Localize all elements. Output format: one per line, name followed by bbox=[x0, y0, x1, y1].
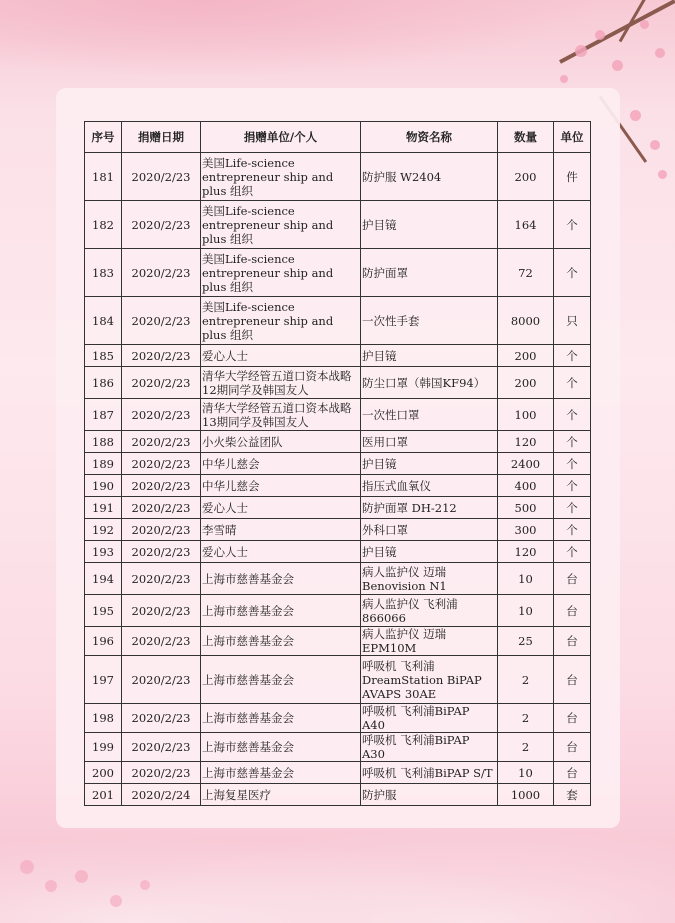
cell-unit: 件 bbox=[554, 153, 591, 201]
cell-date: 2020/2/23 bbox=[122, 656, 201, 704]
cell-item: 防尘口罩（韩国KF94） bbox=[361, 367, 498, 399]
cell-date: 2020/2/23 bbox=[122, 249, 201, 297]
table-header-row bbox=[85, 122, 591, 153]
cell-qty: 2400 bbox=[498, 453, 554, 475]
cell-date: 2020/2/23 bbox=[122, 519, 201, 541]
cell-date: 2020/2/23 bbox=[122, 595, 201, 627]
cell-donor: 美国Life-science entrepreneur ship and plus 组织 bbox=[201, 201, 361, 249]
cell-unit: 台 bbox=[554, 656, 591, 704]
cell-donor: 美国Life-science entrepreneur ship and plus 组织 bbox=[201, 153, 361, 201]
cell-qty: 72 bbox=[498, 249, 554, 297]
table-row bbox=[85, 431, 591, 453]
cell-item: 护目镜 bbox=[361, 345, 498, 367]
cell-qty: 300 bbox=[498, 519, 554, 541]
cell-donor: 爱心人士 bbox=[201, 345, 361, 367]
cell-donor: 上海市慈善基金会 bbox=[201, 595, 361, 627]
cell-qty: 10 bbox=[498, 563, 554, 595]
cell-donor: 上海市慈善基金会 bbox=[201, 563, 361, 595]
table-row bbox=[85, 541, 591, 563]
cell-item: 护目镜 bbox=[361, 453, 498, 475]
cell-item: 呼吸机 飞利浦 DreamStation BiPAP AVAPS 30AE bbox=[361, 656, 498, 704]
table-row bbox=[85, 453, 591, 475]
cell-no: 201 bbox=[85, 784, 122, 806]
cell-unit: 个 bbox=[554, 519, 591, 541]
cell-no: 182 bbox=[85, 201, 122, 249]
cell-item: 呼吸机 飞利浦BiPAP A30 bbox=[361, 733, 498, 762]
cell-donor: 上海市慈善基金会 bbox=[201, 704, 361, 733]
cell-no: 181 bbox=[85, 153, 122, 201]
cell-qty: 400 bbox=[498, 475, 554, 497]
cell-qty: 2 bbox=[498, 656, 554, 704]
table-row bbox=[85, 519, 591, 541]
cell-donor: 清华大学经管五道口资本战略13期同学及韩国友人 bbox=[201, 399, 361, 431]
header-unit: 单位 bbox=[554, 122, 591, 153]
cell-date: 2020/2/23 bbox=[122, 563, 201, 595]
cell-unit: 套 bbox=[554, 784, 591, 806]
cell-donor: 上海市慈善基金会 bbox=[201, 627, 361, 656]
table-row bbox=[85, 153, 591, 201]
table-row bbox=[85, 784, 591, 806]
cell-item: 呼吸机 飞利浦BiPAP S/T bbox=[361, 762, 498, 784]
cell-unit: 台 bbox=[554, 762, 591, 784]
cell-item: 护目镜 bbox=[361, 201, 498, 249]
cell-unit: 个 bbox=[554, 431, 591, 453]
cell-donor: 中华儿慈会 bbox=[201, 475, 361, 497]
donation-table bbox=[84, 121, 591, 806]
cell-qty: 200 bbox=[498, 153, 554, 201]
cell-unit: 台 bbox=[554, 704, 591, 733]
cell-qty: 25 bbox=[498, 627, 554, 656]
cell-no: 192 bbox=[85, 519, 122, 541]
cell-no: 191 bbox=[85, 497, 122, 519]
cell-donor: 上海市慈善基金会 bbox=[201, 656, 361, 704]
header-qty: 数量 bbox=[498, 122, 554, 153]
cell-date: 2020/2/23 bbox=[122, 453, 201, 475]
cell-date: 2020/2/23 bbox=[122, 399, 201, 431]
cell-qty: 10 bbox=[498, 762, 554, 784]
cell-no: 200 bbox=[85, 762, 122, 784]
cell-no: 195 bbox=[85, 595, 122, 627]
cell-no: 184 bbox=[85, 297, 122, 345]
cell-qty: 8000 bbox=[498, 297, 554, 345]
cell-unit: 个 bbox=[554, 453, 591, 475]
cell-date: 2020/2/23 bbox=[122, 297, 201, 345]
cell-qty: 500 bbox=[498, 497, 554, 519]
cell-donor: 美国Life-science entrepreneur ship and plus 组织 bbox=[201, 249, 361, 297]
cell-item: 病人监护仪 飞利浦 866066 bbox=[361, 595, 498, 627]
cell-no: 186 bbox=[85, 367, 122, 399]
cell-no: 185 bbox=[85, 345, 122, 367]
table-row bbox=[85, 704, 591, 733]
table-row bbox=[85, 345, 591, 367]
bottom-cloud-decoration bbox=[0, 813, 675, 923]
cell-no: 193 bbox=[85, 541, 122, 563]
cell-date: 2020/2/24 bbox=[122, 784, 201, 806]
cell-unit: 个 bbox=[554, 497, 591, 519]
cell-date: 2020/2/23 bbox=[122, 733, 201, 762]
cell-donor: 李雪晴 bbox=[201, 519, 361, 541]
table-row bbox=[85, 733, 591, 762]
table-row bbox=[85, 201, 591, 249]
cell-date: 2020/2/23 bbox=[122, 541, 201, 563]
cell-item: 医用口罩 bbox=[361, 431, 498, 453]
cell-donor: 爱心人士 bbox=[201, 497, 361, 519]
cell-no: 183 bbox=[85, 249, 122, 297]
cell-item: 防护服 W2404 bbox=[361, 153, 498, 201]
table-row bbox=[85, 595, 591, 627]
cell-date: 2020/2/23 bbox=[122, 431, 201, 453]
cell-date: 2020/2/23 bbox=[122, 762, 201, 784]
cell-unit: 个 bbox=[554, 367, 591, 399]
cell-no: 196 bbox=[85, 627, 122, 656]
table-row bbox=[85, 497, 591, 519]
cell-unit: 个 bbox=[554, 399, 591, 431]
header-item: 物资名称 bbox=[361, 122, 498, 153]
cell-item: 防护面罩 bbox=[361, 249, 498, 297]
cell-unit: 台 bbox=[554, 627, 591, 656]
cell-item: 病人监护仪 迈瑞 EPM10M bbox=[361, 627, 498, 656]
cell-unit: 只 bbox=[554, 297, 591, 345]
cell-donor: 美国Life-science entrepreneur ship and plus 组织 bbox=[201, 297, 361, 345]
cell-date: 2020/2/23 bbox=[122, 367, 201, 399]
cell-item: 防护面罩 DH-212 bbox=[361, 497, 498, 519]
header-date: 捐赠日期 bbox=[122, 122, 201, 153]
table-row bbox=[85, 399, 591, 431]
cell-qty: 200 bbox=[498, 367, 554, 399]
cell-item: 一次性口罩 bbox=[361, 399, 498, 431]
cell-date: 2020/2/23 bbox=[122, 475, 201, 497]
cell-qty: 120 bbox=[498, 431, 554, 453]
cell-item: 外科口罩 bbox=[361, 519, 498, 541]
cell-date: 2020/2/23 bbox=[122, 153, 201, 201]
table-row bbox=[85, 249, 591, 297]
cell-qty: 164 bbox=[498, 201, 554, 249]
header-donor: 捐赠单位/个人 bbox=[201, 122, 361, 153]
cell-donor: 爱心人士 bbox=[201, 541, 361, 563]
table-row bbox=[85, 656, 591, 704]
cell-donor: 小火柴公益团队 bbox=[201, 431, 361, 453]
table-row bbox=[85, 297, 591, 345]
cell-qty: 200 bbox=[498, 345, 554, 367]
cell-unit: 个 bbox=[554, 541, 591, 563]
cell-item: 病人监护仪 迈瑞 Benovision N1 bbox=[361, 563, 498, 595]
cell-donor: 清华大学经管五道口资本战略12期同学及韩国友人 bbox=[201, 367, 361, 399]
cell-qty: 10 bbox=[498, 595, 554, 627]
cell-date: 2020/2/23 bbox=[122, 345, 201, 367]
cell-date: 2020/2/23 bbox=[122, 704, 201, 733]
cell-item: 护目镜 bbox=[361, 541, 498, 563]
cell-donor: 上海市慈善基金会 bbox=[201, 762, 361, 784]
cell-no: 194 bbox=[85, 563, 122, 595]
cell-donor: 中华儿慈会 bbox=[201, 453, 361, 475]
cell-qty: 2 bbox=[498, 733, 554, 762]
table-row bbox=[85, 627, 591, 656]
cell-date: 2020/2/23 bbox=[122, 627, 201, 656]
cell-unit: 台 bbox=[554, 563, 591, 595]
table-row bbox=[85, 762, 591, 784]
cell-no: 197 bbox=[85, 656, 122, 704]
cell-date: 2020/2/23 bbox=[122, 201, 201, 249]
cell-item: 一次性手套 bbox=[361, 297, 498, 345]
cell-date: 2020/2/23 bbox=[122, 497, 201, 519]
cell-unit: 个 bbox=[554, 201, 591, 249]
table-row bbox=[85, 367, 591, 399]
cell-qty: 100 bbox=[498, 399, 554, 431]
table-row bbox=[85, 563, 591, 595]
cell-no: 187 bbox=[85, 399, 122, 431]
header-no: 序号 bbox=[85, 122, 122, 153]
cell-item: 指压式血氧仪 bbox=[361, 475, 498, 497]
top-cloud-decoration bbox=[0, 0, 675, 90]
cell-donor: 上海市慈善基金会 bbox=[201, 733, 361, 762]
cell-qty: 2 bbox=[498, 704, 554, 733]
cell-no: 199 bbox=[85, 733, 122, 762]
cell-item: 呼吸机 飞利浦BiPAP A40 bbox=[361, 704, 498, 733]
cell-donor: 上海复星医疗 bbox=[201, 784, 361, 806]
cell-no: 198 bbox=[85, 704, 122, 733]
cell-item: 防护服 bbox=[361, 784, 498, 806]
cell-unit: 个 bbox=[554, 345, 591, 367]
cell-unit: 台 bbox=[554, 733, 591, 762]
cell-no: 189 bbox=[85, 453, 122, 475]
table-row bbox=[85, 475, 591, 497]
cell-unit: 个 bbox=[554, 475, 591, 497]
cell-unit: 个 bbox=[554, 249, 591, 297]
cell-qty: 1000 bbox=[498, 784, 554, 806]
cell-no: 188 bbox=[85, 431, 122, 453]
cell-no: 190 bbox=[85, 475, 122, 497]
cell-qty: 120 bbox=[498, 541, 554, 563]
cell-unit: 台 bbox=[554, 595, 591, 627]
